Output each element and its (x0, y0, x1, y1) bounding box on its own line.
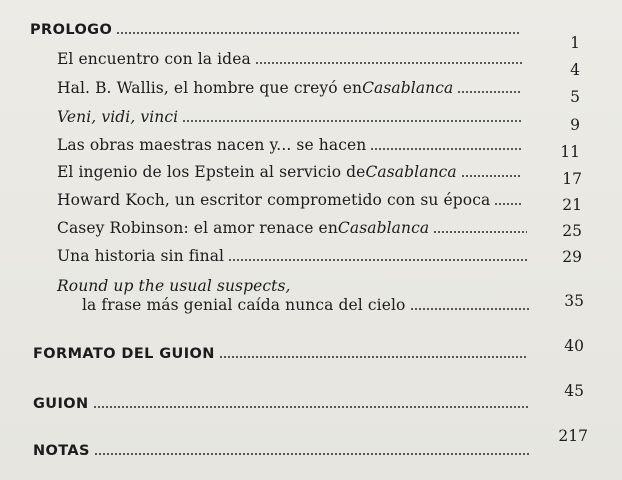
toc-title: Las obras maestras nacen y... se hacen (57, 136, 367, 154)
toc-title: PROLOGO (30, 22, 113, 38)
toc-title-italic: Casablanca (337, 219, 430, 237)
toc-entry (57, 219, 527, 237)
toc-page-number: 9 (570, 116, 580, 134)
dot-leader (228, 259, 527, 261)
toc-entry (57, 79, 522, 97)
dot-leader (255, 62, 522, 64)
dot-leader (494, 203, 522, 205)
toc-entry (57, 108, 522, 126)
toc-title-italic: Casablanca (362, 79, 454, 97)
toc-title: Hal. B. Wallis, el hombre que creyó en (57, 79, 363, 97)
toc-entry (57, 247, 527, 265)
toc-entry-line2 (82, 296, 529, 314)
toc-page-number: 1 (570, 34, 580, 52)
toc-entry-notas (33, 443, 530, 459)
dot-leader (370, 148, 522, 150)
toc-title: NOTAS (33, 443, 90, 459)
toc-title-italic: Casablanca (365, 163, 457, 181)
toc-page-number: 11 (560, 143, 580, 161)
toc-page-number: 35 (564, 292, 584, 310)
toc-entry-prologo (30, 22, 520, 38)
toc-title: El ingenio de los Epstein al servicio de (57, 163, 366, 181)
toc-entry-formato (33, 346, 526, 362)
dot-leader (182, 120, 522, 122)
toc-page-number: 29 (562, 248, 582, 266)
toc-title: GUION (33, 396, 89, 412)
toc-title: Veni, vidi, vinci (57, 108, 179, 126)
toc-entry (57, 191, 522, 209)
dot-leader (461, 175, 522, 177)
toc-page-number: 45 (564, 382, 584, 400)
toc-page-number: 40 (564, 337, 584, 355)
dot-leader (219, 356, 526, 358)
toc-entry (57, 136, 522, 154)
toc-title: Casey Robinson: el amor renace en (57, 219, 338, 237)
toc-entry (57, 50, 522, 68)
dot-leader (116, 32, 520, 34)
dot-leader (457, 91, 522, 93)
toc-page-number: 17 (562, 170, 582, 188)
toc-title: la frase más genial caída nunca del cielo (82, 296, 406, 314)
toc-title: Howard Koch, un escritor comprometido con su época (57, 191, 491, 209)
toc-title: Round up the usual suspects, (57, 277, 291, 295)
dot-leader (433, 231, 527, 233)
toc-title: Una historia sin final (57, 247, 225, 265)
toc-entry-guion (33, 396, 528, 412)
toc-title: FORMATO DEL GUION (33, 346, 215, 362)
toc-page-number: 25 (562, 222, 582, 240)
toc-page-number: 4 (570, 61, 580, 79)
toc-entry-line1 (57, 277, 527, 295)
toc-page-number: 217 (558, 427, 588, 445)
dot-leader (93, 406, 528, 408)
toc-entry (57, 163, 522, 181)
toc-page-number: 21 (562, 196, 582, 214)
dot-leader (94, 453, 530, 455)
dot-leader (410, 308, 530, 310)
toc-page-number: 5 (570, 88, 580, 106)
toc-title: El encuentro con la idea (57, 50, 251, 68)
